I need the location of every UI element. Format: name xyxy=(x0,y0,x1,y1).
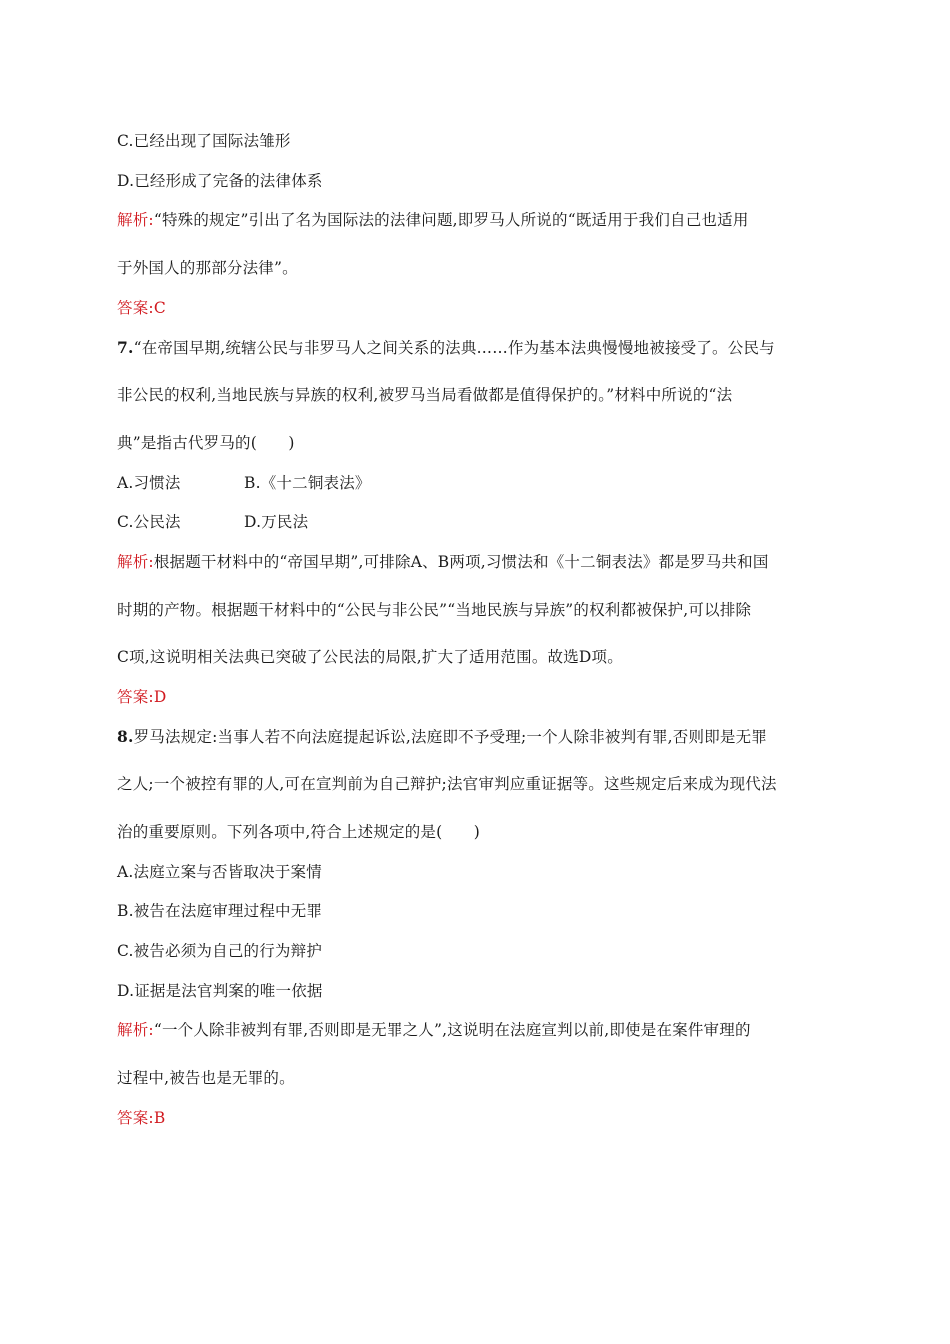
q8-option-c: C.被告必须为自己的行为辩护 xyxy=(117,942,323,960)
q7-answer xyxy=(117,687,166,707)
q7-analysis-line3: C项,这说明相关法典已突破了公民法的局限,扩大了适用范围。故选D项。 xyxy=(117,648,623,666)
q7-stem-line3: 典”是指古代罗马的( ) xyxy=(117,434,295,452)
answer-value: C xyxy=(153,299,166,317)
question-text: “在帝国早期,统辖公民与非罗马人之间关系的法典……作为基本法典慢慢地被接受了。公民与 xyxy=(133,339,775,357)
q8-option-b: B.被告在法庭审理过程中无罪 xyxy=(117,902,323,920)
q8-stem-line3: 治的重要原则。下列各项中,符合上述规定的是( ) xyxy=(117,823,481,841)
analysis-text: “一个人除非被判有罪,否则即是无罪之人”,这说明在法庭宣判以前,即使是在案件审理的 xyxy=(153,1021,751,1039)
q6-analysis-cont: 于外国人的那部分法律”。 xyxy=(117,259,298,277)
analysis-label: 解析: xyxy=(117,211,154,229)
question-text: 罗马法规定:当事人若不向法庭提起诉讼,法庭即不予受理;一个人除非被判有罪,否则即是无罪 xyxy=(133,728,767,746)
answer-label: 答案: xyxy=(117,299,154,317)
answer-label: 答案: xyxy=(117,1109,154,1127)
analysis-label: 解析: xyxy=(117,1021,154,1039)
q7-option-b: B.《十二铜表法》 xyxy=(244,474,371,492)
analysis-text: 根据题干材料中的“帝国早期”,可排除A、B两项,习惯法和《十二铜表法》都是罗马共和国 xyxy=(153,553,769,571)
analysis-label: 解析: xyxy=(117,553,154,571)
q7-analysis-line2: 时期的产物。根据题干材料中的“公民与非公民”“当地民族与异族”的权利都被保护,可以排除 xyxy=(117,601,752,619)
q7-stem-line2: 非公民的权利,当地民族与异族的权利,被罗马当局看做都是值得保护的。”材料中所说的“法 xyxy=(117,386,733,404)
q8-analysis-line2: 过程中,被告也是无罪的。 xyxy=(117,1069,295,1087)
q7-analysis xyxy=(117,552,769,572)
q6-option-d: D.已经形成了完备的法律体系 xyxy=(117,172,323,190)
answer-label: 答案: xyxy=(117,688,154,706)
question-number: 7. xyxy=(117,338,134,357)
q8-stem xyxy=(117,727,767,747)
q6-answer xyxy=(117,298,166,318)
q7-stem xyxy=(117,338,775,358)
q8-analysis xyxy=(117,1020,751,1040)
answer-value: B xyxy=(153,1109,166,1127)
q6-analysis xyxy=(117,210,749,230)
q8-stem-line2: 之人;一个被控有罪的人,可在宣判前为自己辩护;法官审判应重证据等。这些规定后来成为现代法 xyxy=(117,775,777,793)
q7-option-d: D.万民法 xyxy=(244,513,309,531)
q7-option-a: A.习惯法 xyxy=(117,474,181,492)
analysis-text: “特殊的规定”引出了名为国际法的法律问题,即罗马人所说的“既适用于我们自己也适用 xyxy=(153,211,749,229)
q8-option-d: D.证据是法官判案的唯一依据 xyxy=(117,982,323,1000)
q7-option-c: C.公民法 xyxy=(117,513,181,531)
q8-option-a: A.法庭立案与否皆取决于案情 xyxy=(117,863,322,881)
q6-option-c: C.已经出现了国际法雏形 xyxy=(117,132,291,150)
question-number: 8. xyxy=(117,727,134,746)
q8-answer xyxy=(117,1108,165,1128)
answer-value: D xyxy=(153,688,167,706)
